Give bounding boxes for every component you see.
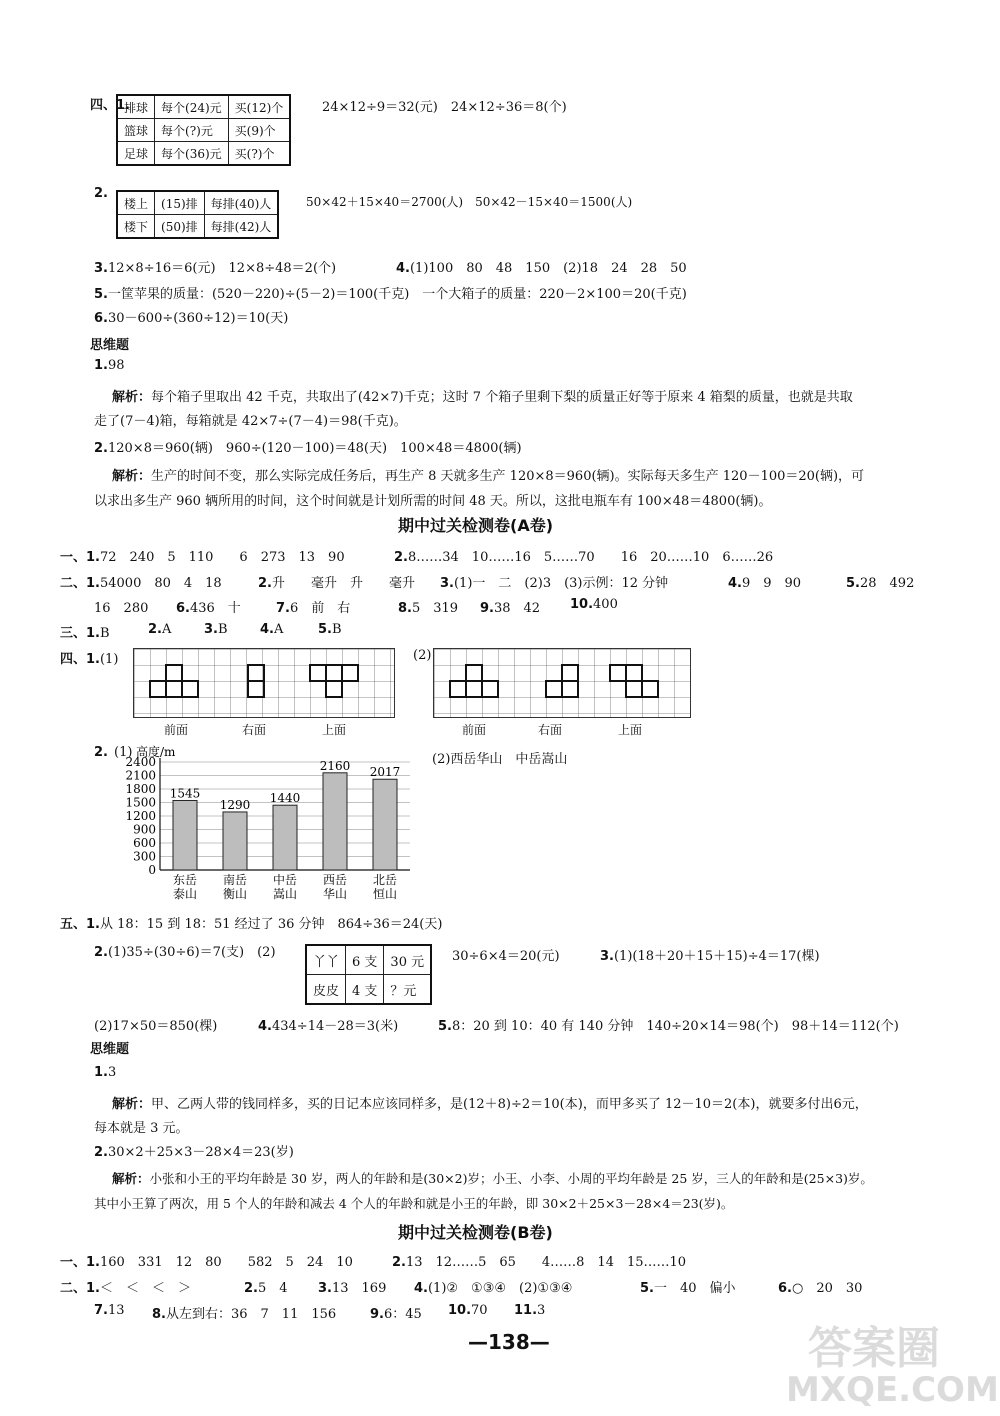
cell: 买(?)个: [228, 142, 290, 166]
q-num: 3.: [318, 1281, 332, 1296]
view-grid-2: [433, 648, 691, 718]
cell: 每个(24)元: [155, 95, 229, 119]
watermark-url: MXQE.COM: [786, 1370, 999, 1410]
q-num: 3.: [204, 622, 218, 637]
q-num: 四、1.: [60, 652, 100, 667]
y-tick-label: 600: [133, 836, 156, 850]
view-label: 前面: [164, 723, 189, 737]
answer: 30÷6×4＝20(元): [452, 949, 560, 964]
cell: 排球: [117, 95, 155, 119]
answer: 升 毫升 升 毫升: [271, 576, 415, 591]
answer: 3: [537, 1303, 546, 1318]
answer: 一筐苹果的质量：(520－220)÷(5－2)＝100(千克) 一个大箱子的质量：220－2×100＝20(千克): [107, 287, 687, 302]
answer: 400: [593, 597, 618, 612]
q-num: 三、1.: [60, 626, 100, 641]
bar: [323, 773, 347, 870]
section-title: 期中过关检测卷(A卷): [398, 516, 554, 535]
q-num: 五、1.: [60, 917, 100, 932]
answer: 13 12……5 65 4……8 14 15……10: [405, 1255, 687, 1270]
answer: 13 169: [331, 1281, 387, 1296]
cell: 6 支: [346, 945, 384, 975]
answer-line: [94, 257, 336, 276]
x-tick-label: 北岳: [372, 873, 398, 887]
y-axis-label: 高度/m: [136, 745, 176, 759]
q-num: 2.: [148, 622, 162, 637]
q-num: 10.: [448, 1303, 472, 1318]
answer: 434÷14－28＝3(米): [271, 1019, 399, 1034]
answer: B: [99, 626, 110, 641]
view-label: 上面: [322, 723, 347, 737]
explanation: 甲、乙两人带的钱同样多，买的日记本应该同样多，是(12＋8)÷2＝10(本)，而甲多买了 12－10＝2(本)，就要多付出6元，: [151, 1097, 868, 1112]
answer: B: [331, 622, 342, 637]
answer: 6 前 右: [289, 601, 351, 616]
explanation: 小张和小王的平均年龄是 30 岁，两人的年龄和是(30×2)岁；小王、小李、小周的平均年龄是 25 岁，三人的年龄和是(25×3)岁。: [149, 1171, 873, 1186]
q-num: 3.: [440, 576, 454, 591]
exp-label: 解析：: [112, 1097, 152, 1112]
q-num: 2.: [258, 576, 272, 591]
answer: (1)② ①③④ (2)①③④: [427, 1281, 573, 1296]
bar: [223, 812, 247, 870]
q-num: 4.: [414, 1281, 428, 1296]
cell: 篮球: [117, 119, 155, 142]
y-tick-label: 2400: [125, 755, 156, 769]
sub-label: (1): [99, 652, 119, 667]
cell: 4 支: [346, 975, 384, 1005]
data-label: 2160: [319, 758, 351, 773]
x-tick-label: 嵩山: [272, 887, 298, 901]
cell: 30 元: [384, 945, 431, 975]
answer: 5 4: [257, 1281, 288, 1296]
cell: 皮皮: [306, 975, 346, 1005]
view-grid-1: [133, 648, 395, 718]
explanation: 生产的时间不变，那么实际完成任务后，再生产 8 天就多生产 120×8＝960(辆)。实际每天多生产 120－100＝20(辆)，可: [151, 469, 865, 484]
answer: 160 331 12 80 582 5 24 10: [99, 1255, 353, 1270]
q-num: 3.: [94, 261, 108, 276]
bar: [273, 805, 297, 870]
view-label: 右面: [242, 723, 267, 737]
answer: 8……34 10……16 5……70 16 20……10 6……26: [407, 550, 774, 565]
answer: 16 280: [94, 601, 149, 616]
q-num: 2.: [394, 550, 408, 565]
answer-line: [396, 257, 687, 276]
y-tick-label: 2100: [125, 768, 156, 783]
bar: [173, 800, 197, 870]
q-num: 6.: [176, 601, 190, 616]
q-num: 7.: [94, 1303, 108, 1318]
y-tick-label: 300: [133, 849, 156, 864]
q-num: 8.: [398, 601, 412, 616]
y-tick-label: 900: [133, 822, 156, 837]
answer: (1)(18＋20＋15＋15)÷4＝17(棵): [613, 949, 820, 964]
q-num: 2.: [94, 441, 108, 456]
q-num: 6.: [778, 1281, 792, 1296]
answer: 24×12÷9＝32(元) 24×12÷36＝8(个): [322, 100, 567, 115]
q-num: 2.: [244, 1281, 258, 1296]
section-heading: 思维题: [90, 338, 130, 353]
data-label: 1290: [219, 797, 251, 812]
x-tick-label: 东岳: [172, 873, 198, 887]
section-title: 期中过关检测卷(B卷): [398, 1223, 553, 1242]
q-num: 8.: [152, 1307, 166, 1322]
x-tick-label: 中岳: [272, 873, 298, 887]
cell: 买(9)个: [228, 119, 290, 142]
answer: A: [161, 622, 172, 637]
q-num: 5.: [438, 1019, 452, 1034]
answer: 436 十: [189, 601, 241, 616]
answer: (1)100 80 48 150 (2)18 24 28 50: [409, 261, 687, 276]
y-tick-label: 1500: [125, 795, 156, 810]
q-num: 9.: [370, 1307, 384, 1322]
answer: 54000 80 4 18: [99, 576, 222, 591]
answer: 3: [107, 1065, 117, 1080]
explanation: 走了(7－4)箱，每箱就是 42×7÷(7－4)＝98(千克)。: [94, 414, 407, 429]
exp-label: 解析：: [112, 469, 152, 484]
x-tick-label: 南岳: [222, 873, 248, 887]
q-num: 5.: [640, 1281, 654, 1296]
q-num: 1.: [94, 358, 108, 373]
cell: 楼下: [117, 215, 155, 239]
answer: 30－600÷(360÷12)＝10(天): [107, 311, 289, 326]
explanation: 其中小王算了两次，用 5 个人的年龄和减去 4 个人的年龄和就是小王的年龄，即 30×2＋25×3－28×4＝23(岁)。: [94, 1196, 734, 1211]
data-label: 1440: [269, 791, 301, 806]
cell: ？元: [384, 975, 431, 1005]
answer: 一 40 偏小: [653, 1281, 736, 1296]
q-num: 4.: [728, 576, 742, 591]
q-num: 5.: [94, 287, 108, 302]
answer: 5 319: [411, 601, 459, 616]
cell: 每个(?)元: [155, 119, 229, 142]
answer: ＜ ＜ ＜ ＞: [99, 1281, 191, 1296]
cell: 买(12)个: [228, 95, 290, 119]
answer: (2)西岳华山 中岳嵩山: [432, 752, 568, 767]
q-num: 4.: [260, 622, 274, 637]
explanation: 以求出多生产 960 辆所用的时间，这个时间就是计划所需的时间 48 天。所以，这批电瓶车有 100×48＝4800(辆)。: [94, 494, 772, 509]
q-num: 4.: [396, 261, 410, 276]
watermark-logo: 答案圈: [808, 1323, 940, 1374]
answer: (1)一 二 (2)3 (3)示例：12 分钟: [453, 576, 669, 591]
cell: 足球: [117, 142, 155, 166]
q-num: 二、1.: [60, 576, 100, 591]
q-num: 一、1.: [60, 550, 100, 565]
answer: 72 240 5 110 6 273 13 90: [99, 550, 345, 565]
q-num: 7.: [276, 601, 290, 616]
q-num: 9.: [480, 601, 494, 616]
pen-table: [305, 944, 432, 1005]
answer: 9 9 90: [741, 576, 802, 591]
cell: (15)排: [155, 191, 205, 215]
answer: B: [217, 622, 228, 637]
answer: (1)35÷(30÷6)＝7(支) (2): [107, 945, 276, 960]
q-num: 2.: [392, 1255, 406, 1270]
data-label: 2017: [369, 765, 401, 780]
y-tick-label: 1800: [125, 782, 156, 796]
answer-line: [94, 307, 288, 326]
q-num: 5.: [846, 576, 860, 591]
answer: 28 492: [859, 576, 915, 591]
x-tick-label: 西岳: [322, 873, 348, 887]
q-num: 11.: [514, 1303, 538, 1318]
answer: 50×42＋15×40＝2700(人) 50×42－15×40＝1500(人): [306, 195, 633, 209]
answer: 从左到右：36 7 11 156: [165, 1307, 337, 1322]
view-label: 前面: [462, 723, 487, 737]
answer: 120×8＝960(辆) 960÷(120－100)＝48(天) 100×48＝4800(辆): [107, 441, 522, 456]
x-tick-label: 衡山: [222, 887, 248, 901]
answer: 从 18：15 到 18：51 经过了 36 分钟 864÷36＝24(天): [99, 917, 443, 932]
x-tick-label: 恒山: [372, 887, 398, 901]
cell: 每个(36)元: [155, 142, 229, 166]
ball-table: [116, 94, 291, 166]
y-tick-label: 1200: [125, 809, 156, 823]
seat-table: [116, 190, 279, 239]
q-num: 一、1.: [60, 1255, 100, 1270]
answer: 70: [471, 1303, 488, 1318]
answer: 30×2＋25×3－28×4＝23(岁): [107, 1145, 294, 1160]
cell: (50)排: [155, 215, 205, 239]
q-num: 1.: [94, 1065, 108, 1080]
cell: 楼上: [117, 191, 155, 215]
q-label: 四、1.: [90, 98, 130, 113]
explanation: 每本就是 3 元。: [94, 1121, 189, 1136]
q-num: 4.: [258, 1019, 272, 1034]
exp-label: 解析：: [112, 390, 152, 405]
answer: 38 42: [493, 601, 541, 616]
q-num: 2.: [94, 745, 108, 760]
answer: (2)17×50＝850(棵): [94, 1019, 218, 1034]
q-num: 2.: [94, 945, 108, 960]
mountain-height-chart: [108, 740, 418, 910]
q-num: 2.: [94, 1145, 108, 1160]
explanation: 每个箱子里取出 42 千克，共取出了(42×7)千克；这时 7 个箱子里剩下梨的质量正好等于原来 4 箱梨的质量，也就是共取: [151, 390, 853, 405]
q-label: 2.: [94, 186, 108, 201]
cell: 每排(40)人: [204, 191, 278, 215]
q-num: 3.: [600, 949, 614, 964]
q-num: 5.: [318, 622, 332, 637]
answer: 8：20 到 10：40 有 140 分钟 140÷20×14＝98(个) 98＋14＝112(个): [451, 1019, 899, 1034]
cell: 每排(42)人: [204, 215, 278, 239]
answer: 98: [107, 358, 125, 373]
answer: 12×8÷16＝6(元) 12×8÷48＝2(个): [107, 261, 337, 276]
section-heading: 思维题: [90, 1042, 130, 1057]
sub-label: (2): [413, 648, 432, 663]
answer: ○ 20 30: [791, 1281, 863, 1296]
page-number: —138—: [468, 1330, 550, 1354]
answer: 6：45: [383, 1307, 422, 1322]
data-label: 1545: [169, 786, 201, 801]
x-tick-label: 华山: [322, 887, 348, 901]
answer: A: [273, 622, 284, 637]
x-tick-label: 泰山: [172, 887, 198, 901]
view-label: 右面: [538, 723, 563, 737]
y-tick-label: 0: [148, 863, 156, 877]
q-num: 10.: [570, 597, 594, 612]
exp-label: 解析：: [112, 1171, 150, 1186]
bar: [373, 779, 397, 870]
answer: 13: [107, 1303, 125, 1318]
q-num: 6.: [94, 311, 108, 326]
view-label: 上面: [618, 723, 643, 737]
answer-line: [94, 283, 687, 302]
q-num: 二、1.: [60, 1281, 100, 1296]
cell: 丫丫: [306, 945, 346, 975]
sub-label: (1): [114, 745, 133, 760]
